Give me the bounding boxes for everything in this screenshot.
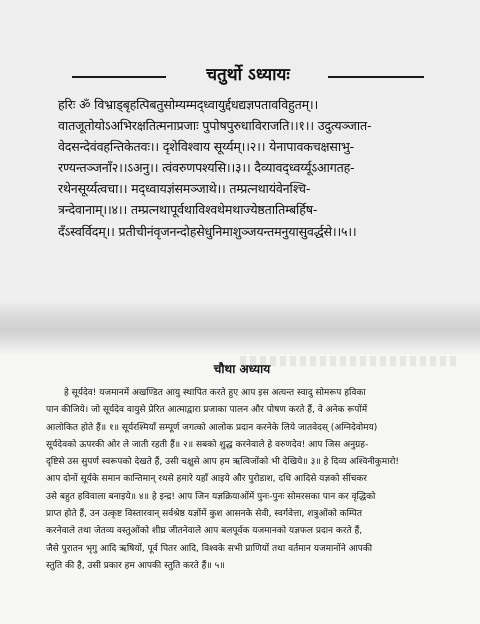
- chapter-header: [60, 62, 436, 90]
- sanskrit-line: रथेनसूर्य्यत्वचा।। मद्ध्वायज्ञंसमञ्जाथे।। तम्प्रत्नथायंवेनश्चि-: [58, 181, 311, 197]
- hindi-line: आलोकित होते हैं॥ १॥ सूर्यरश्मियाँ सम्पूर्ण जगत्को आलोक प्रदान करनेके लिये जातवेदस् (अग्निदेवोमय): [46, 422, 378, 433]
- hindi-line: दृष्टिसे उस सुपर्ण स्वरूपको देखते हैं, उसी चक्षुसे आप हम ऋत्विजोंको भी देखिये॥ ३॥ हे दिव्य अश्विनीकुमारो!: [46, 457, 400, 468]
- hindi-line: आप दोनों सूर्यके समान कान्तिमान् रथसे हमारे यहाँ आइये और पुरोडाश, दधि आदिसे यज्ञको सींचकर: [46, 474, 367, 485]
- header-rule-right: [328, 76, 424, 78]
- sanskrit-line: वेदसन्देवंवहन्तिकेतवः।। दृशेविश्वाय सूर्य्यम्।।२।। येनापावकचक्षसाभु-: [58, 139, 354, 155]
- hindi-line: प्राप्त होते हैं, उन उत्कृष्ट विस्तारवान् सर्वश्रेष्ठ यज्ञोंमें कुश आसनके सेवी, स्वर्गवेत्ता, शत्रुओंको कम्पित: [46, 509, 363, 520]
- hindi-line: उसे बहुत हविवाला बनाइये॥ ४॥ हे इन्द्र! आप जिन यज्ञक्रियाओंमें पुनः-पुनः सोमरसका पान कर वृद्धिको: [46, 491, 376, 502]
- sanskrit-verse-block: [58, 94, 444, 242]
- hindi-line: हे सूर्यदेव! यजमानमें अखण्डित आयु स्थापित करते हुए आप इस अत्यन्त स्वादु सोमरूप हविका: [64, 388, 366, 398]
- sanskrit-line: त्रन्देवानाम्।।४।। तम्प्रत्नथापूर्वथाविश्वथेमथाज्येष्ठतातिम्बर्हिष-: [58, 202, 318, 218]
- hindi-chapter-title: चौथा अध्याय: [213, 362, 271, 376]
- header-rule-left: [72, 76, 166, 78]
- hindi-line: पान कीजिये। जो सूर्यदेव वायुसे प्रेरित आत्माद्वारा प्रजाका पालन और पोषण करते हैं, वे अनेक रूपोंमें: [46, 405, 368, 416]
- chapter-title: चतुर्थो ऽध्यायः: [206, 65, 290, 85]
- hindi-line: करनेवाले तथा जेतव्य वस्तुओंको शीघ्र जीतनेवाले आप बलपूर्वक यजमानको यज्ञफल प्रदान करते हैं,: [46, 526, 363, 537]
- sanskrit-line: वातजूतोयोऽअभिरक्षतित्मनाप्रजाः पुपोषपुरुधाविराजति।।१।। उदुत्यञ्जात-: [58, 118, 372, 134]
- hindi-line: स्तुति की है, उसी प्रकार हम आपकी स्तुति करते हैं॥ ५॥: [46, 560, 225, 571]
- hindi-line: जैसे पुरातन भृगु आदि ऋषियों, पूर्व पितर आदि, विश्वके सभी प्राणियों तथा वर्तमान यजमानोंने आपकी: [46, 543, 373, 554]
- hindi-line: सूर्यदेवको ऊपरकी ओर ले जाती रहती हैं॥ २॥ सबको शुद्ध करनेवाले हे वरुणदेव! आप जिस अनुग्रह-: [46, 439, 369, 450]
- sanskrit-line: दँऽस्वर्विदम्।। प्रतीचीनंवृजनन्दोहसेधुनिमाशुञ्जयन्तमनुयासुवर्द्धसे।।५।।: [58, 223, 357, 239]
- hindi-translation-block: [46, 385, 438, 575]
- sanskrit-line: रण्यन्तञ्जनाँ२।।ऽअनु।। त्वंवरुणपश्यसि।।३।। दैव्यावद्ध्वर्य्यूऽआगतह-: [58, 160, 355, 176]
- sanskrit-line: हरिः ॐ विभ्राड्बृहत्पिबतुसोम्यम्मद्ध्वायुर्द्दधद्यज्ञपतावविहुतम्।।: [58, 97, 319, 112]
